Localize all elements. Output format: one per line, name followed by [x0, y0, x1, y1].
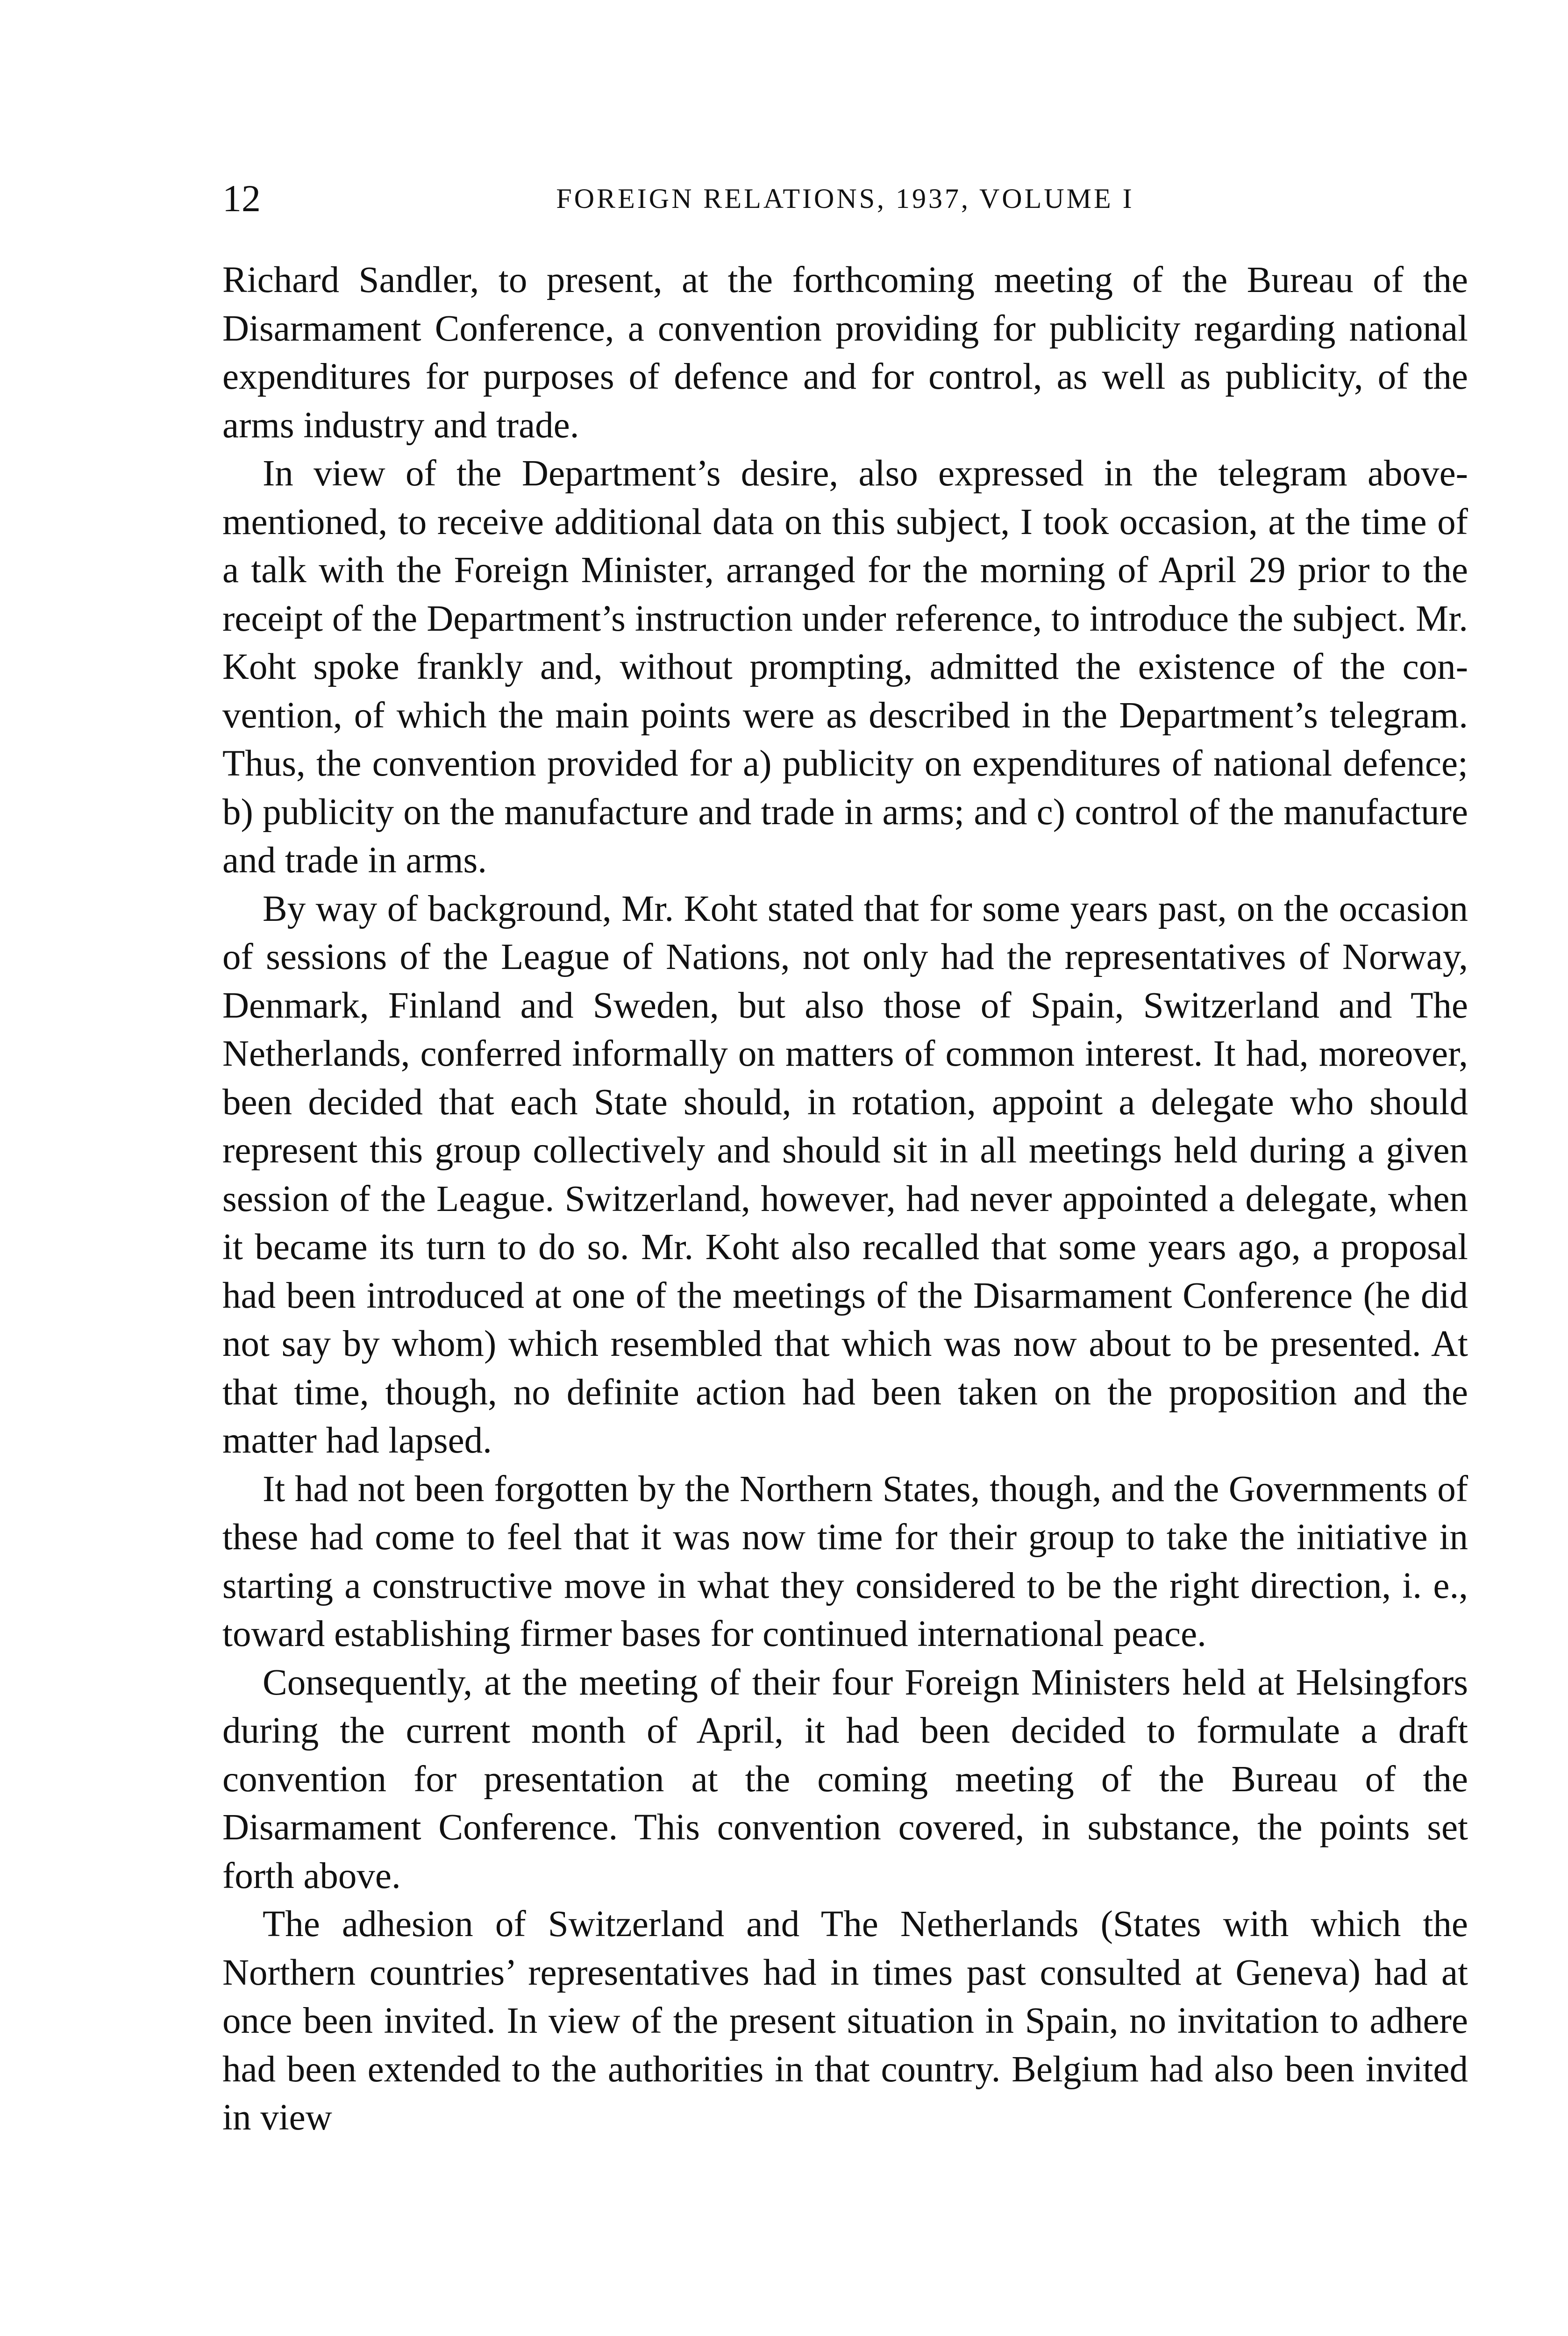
running-head: FOREIGN RELATIONS, 1937, VOLUME I: [556, 183, 1134, 214]
paragraph-5: Consequently, at the meeting of their four Foreign Ministers held at Helsingfors during the current month of April, it had been decided to formulate a draft convention for presentation at the coming meeting of the Bureau of the Disarmament Conference. This convention covered, in substance, the points set forth above.: [222, 1662, 1468, 1896]
body-text: [222, 256, 1468, 2142]
paragraph-6: The adhesion of Switzerland and The Netherlands (States with which the Northern countries’ representatives had in times past consulted at Geneva) had at once been invited. In view of the present situation in Spain, no invitation to adhere had been extended to the authorities in that country. Belgium had also been invited in view: [222, 1904, 1468, 2138]
page-header: [222, 173, 1468, 224]
paragraph-3: By way of background, Mr. Koht stated that for some years past, on the occasion of sessions of the League of Nations, not only had the representatives of Norway, Denmark, Finland and Sweden, but also those of Spain, Switzerland and The Netherlands, conferred informally on matters of common interest. It had, moreover, been decided that each State should, in rotation, appoint a delegate who should represent this group collectively and should sit in all meetings held during a given session of the League. Switzerland, however, had never appointed a delegate, when it became its turn to do so. Mr. Koht also recalled that some years ago, a proposal had been introduced at one of the meetings of the Disarmament Conference (he did not say by whom) which resembled that which was now about to be presented. At that time, though, no definite action had been taken on the proposition and the matter had lapsed.: [222, 888, 1468, 1461]
paragraph-4: It had not been forgotten by the Northern States, though, and the Governments of these had come to feel that it was now time for their group to take the initiative in starting a constructive move in what they considered to be the right direction, i. e., toward establishing firmer bases for continued international peace.: [222, 1468, 1468, 1654]
paragraph-1: Richard Sandler, to present, at the forthcoming meeting of the Bureau of the Disarmament Conference, a convention providing for publicity regarding national expenditures for purposes of defence and for control, as well as publicity, of the arms industry and trade.: [222, 260, 1468, 446]
paragraph-2: In view of the Department’s desire, also expressed in the telegram above-mentioned, to receive additional data on this subject, I took occasion, at the time of a talk with the Foreign Minister, arranged for the morning of April 29 prior to the receipt of the Department’s instruction under reference, to introduce the subject. Mr. Koht spoke frankly and, without prompting, admitted the existence of the convention, of which the main points were as described in the Department’s telegram. Thus, the convention provided for a) publicity on expenditures of national defence; b) publicity on the manufacture and trade in arms; and c) control of the manufacture and trade in arms.: [222, 453, 1468, 881]
page-number: 12: [222, 177, 261, 220]
